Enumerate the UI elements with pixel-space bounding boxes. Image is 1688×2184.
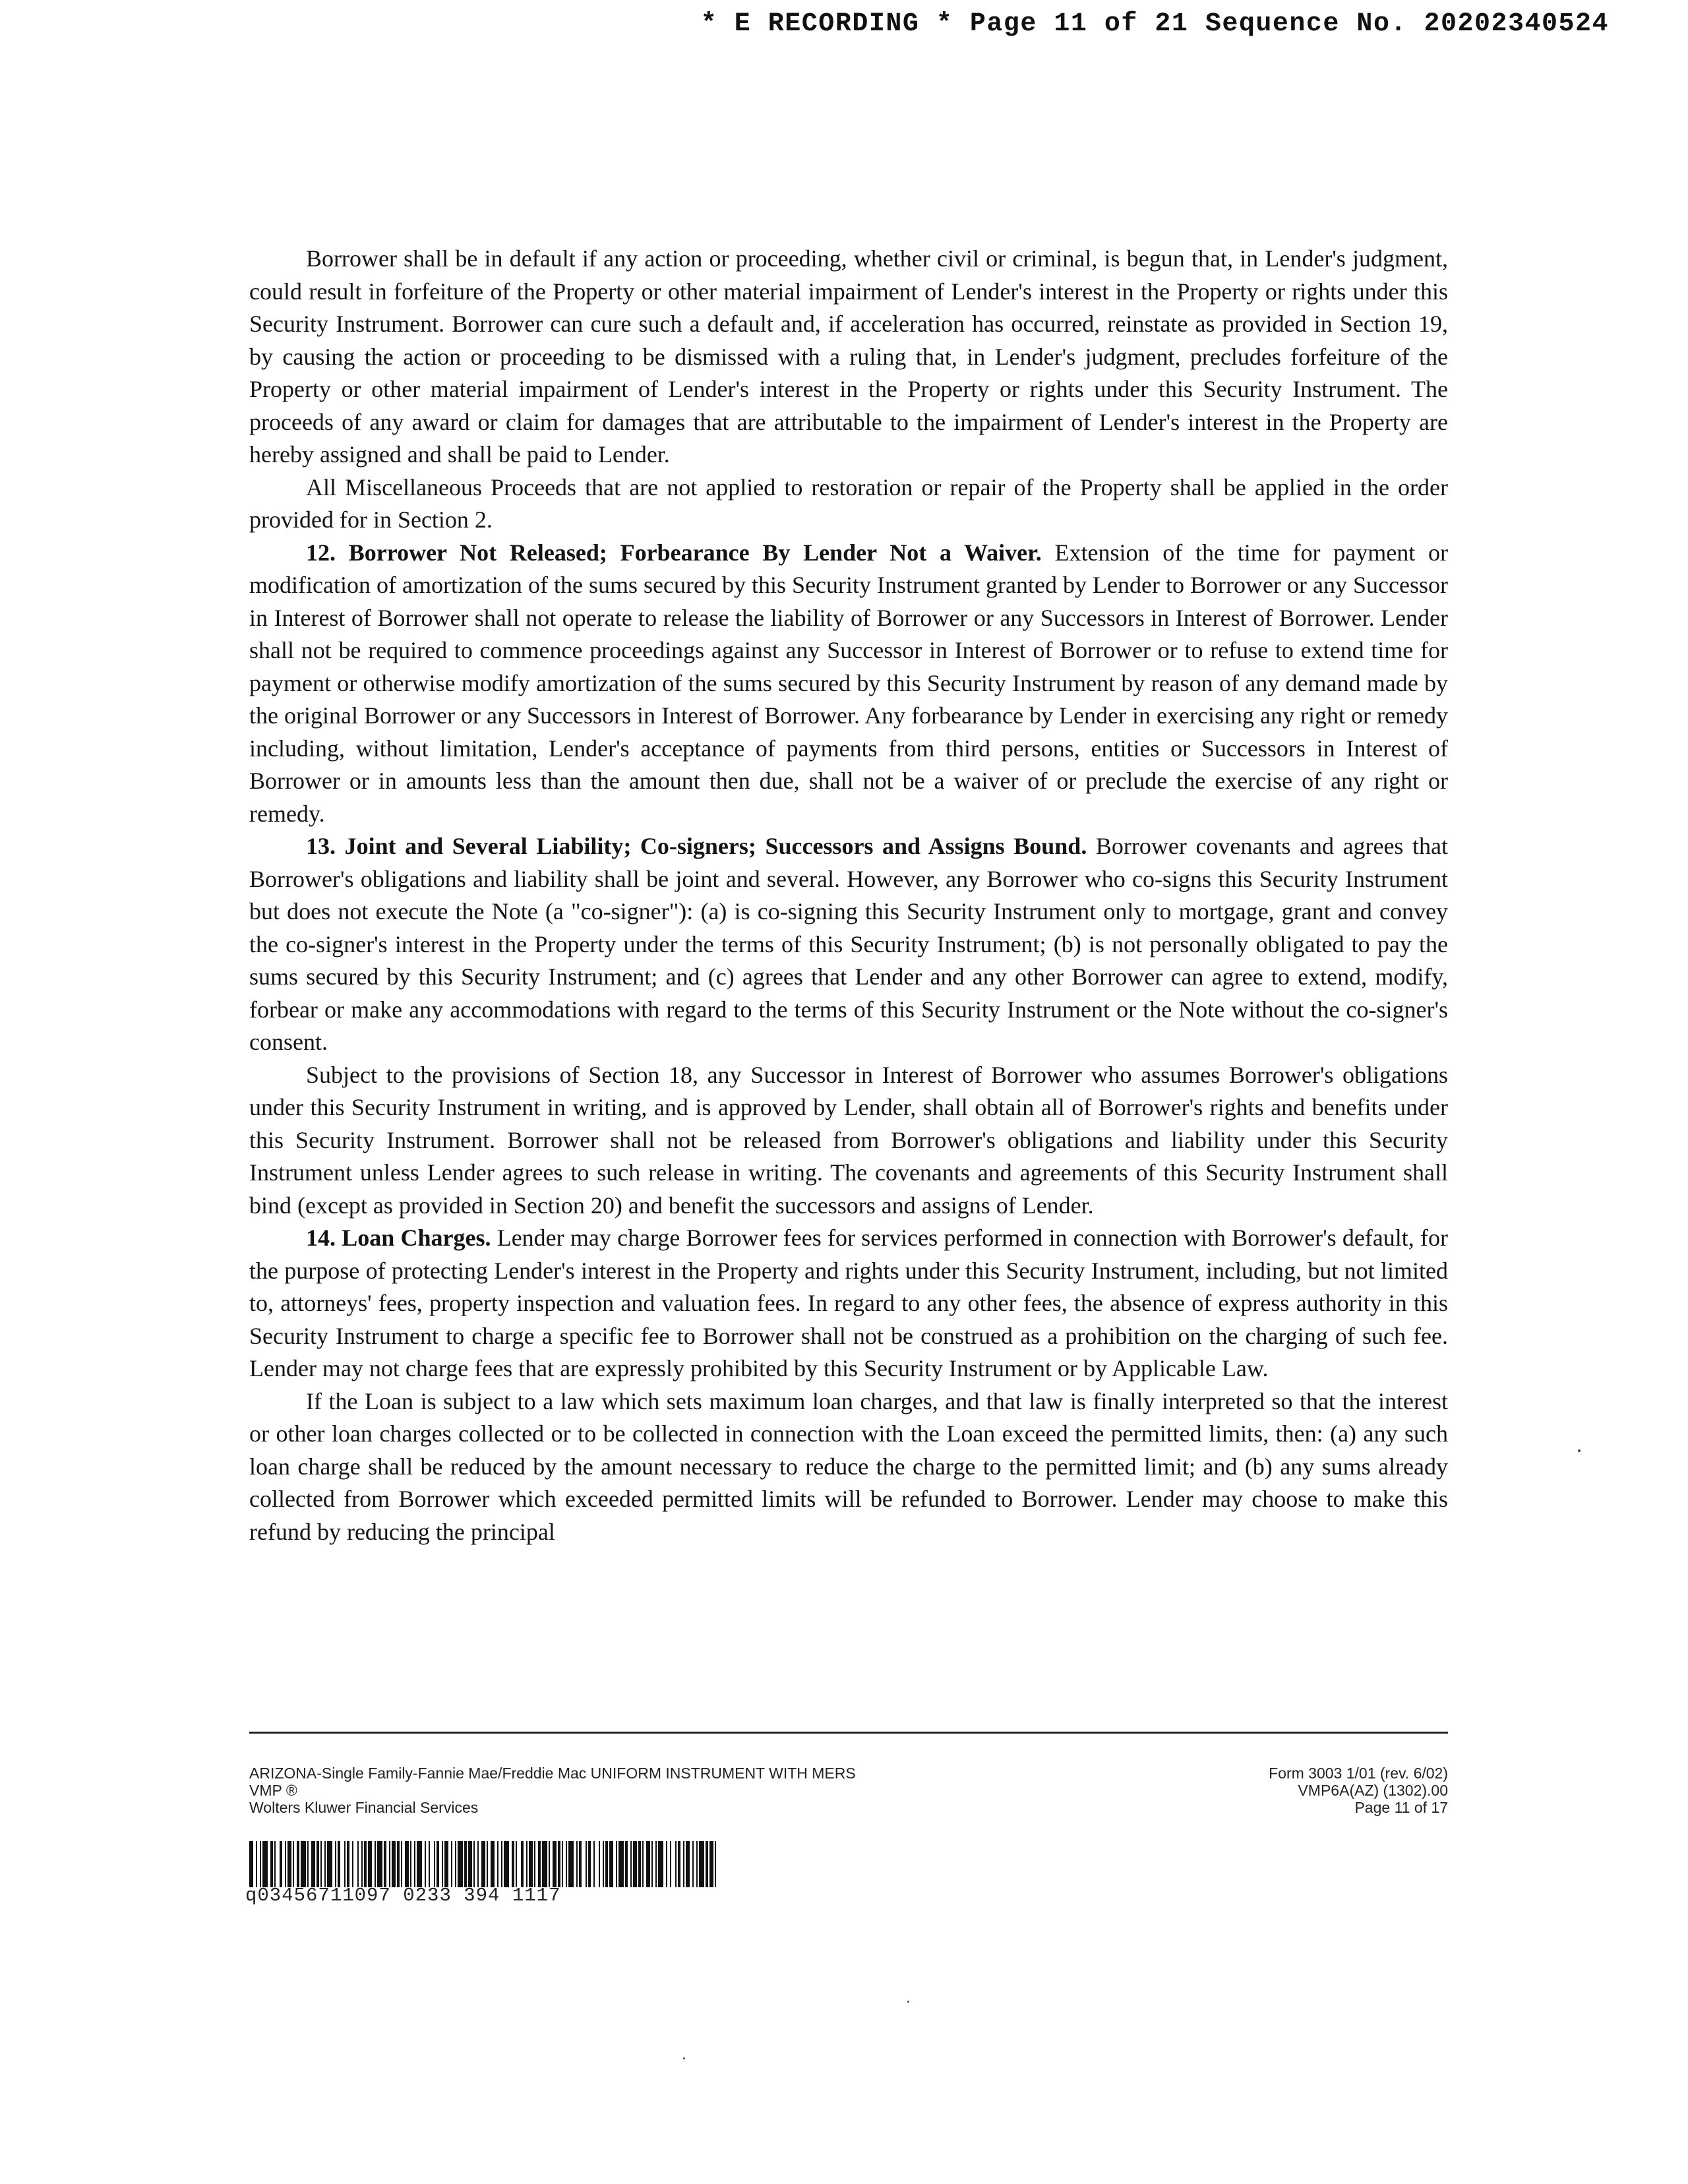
scan-speck bbox=[907, 2001, 909, 2003]
scan-speck bbox=[683, 2057, 685, 2059]
section-12 bbox=[249, 537, 1448, 831]
paragraph-successors: Subject to the provisions of Section 18, any Successor in Interest of Borrower who assumes Borrower's obligations under this Security Instrument in writing, and is approved by Lender, shall obtain all of Borrower's rights and benefits under this Security Instrument. Borrower shall not be released from Borrower's obligations and liability under this Security Instrument unless Lender agrees to such release in writing. The covenants and agreements of this Security Instrument shall bind (except as provided in Section 20) and benefit the successors and assigns of Lender. bbox=[249, 1061, 1448, 1219]
footer-form-number bbox=[1269, 1765, 1448, 1816]
barcode-icon bbox=[249, 1841, 716, 1887]
paragraph-default: Borrower shall be in default if any action or proceeding, whether civil or criminal, is begun that, in Lender's judgment, could result in forfeiture of the Property or other material impairment of Lender's interest in the Property or rights under this Security Instrument. Borrower can cure such a default and, if acceleration has occurred, reinstate as provided in Section 19, by causing the action or proceeding to be dismissed with a ruling that, in Lender's judgment, precludes forfeiture of the Property or other material impairment of Lender's interest in the Property or rights under this Security Instrument. The proceeds of any award or claim for damages that are attributable to the impairment of Lender's interest in the Property are hereby assigned and shall be paid to Lender. bbox=[249, 245, 1448, 468]
footer-form-info bbox=[249, 1765, 856, 1816]
paragraph-loan-limits: If the Loan is subject to a law which sets maximum loan charges, and that law is finally interpreted so that the interest or other loan charges collected or to be collected in connection with the Loan exceed the permitted limits, then: (a) any such loan charge shall be reduced by the amount necessary to reduce the charge to the permitted limit; and (b) any sums already collected from Borrower which exceeded permitted limits will be refunded to Borrower. Lender may choose to make this refund by reducing the principal bbox=[249, 1387, 1448, 1545]
barcode-number: q03456711097 0233 394 1117 bbox=[245, 1885, 561, 1906]
footer-divider bbox=[249, 1732, 1448, 1734]
section-13-text: Borrower covenants and agrees that Borrower's obligations and liability shall be joint and several. However, any Borrower who co-signs this Security Instrument but does not execute the Note (a "co-signer"): (a) is co-signing this Security Instrument only to mortgage, grant and convey the co-signer's interest in the Property under the terms of this Security Instrument; (b) is not personally obligated to pay the sums secured by this Security Instrument; and (c) agrees that Lender and any other Borrower can agree to extend, modify, forbear or make any accommodations with regard to the terms of this Security Instrument or the Note without the co-signer's consent. bbox=[249, 833, 1449, 1055]
scan-speck bbox=[1578, 1449, 1581, 1452]
footer-page-number: Page 11 of 17 bbox=[1354, 1799, 1448, 1816]
section-13 bbox=[249, 830, 1448, 1059]
document-body bbox=[249, 243, 1448, 1548]
section-12-text: Extension of the time for payment or modification of amortization of the sums secured by this Security Instrument granted by Lender to Borrower or any Successor in Interest of Borrower shall not operate to release the liability of Borrower or any Successors in Interest of Borrower. Lender shall not be required to commence proceedings against any Successor in Interest of Borrower or to refuse to extend time for payment or otherwise modify amortization of the sums secured by this Security Instrument by reason of any demand made by the original Borrower or any Successors in Interest of Borrower. Any forbearance by Lender in exercising any right or remedy including, without limitation, Lender's acceptance of payments from third persons, entities or Successors in Interest of Borrower or in amounts less than the amount then due, shall not be a waiver of or preclude the exercise of any right or remedy. bbox=[249, 539, 1448, 827]
paragraph-misc-proceeds: All Miscellaneous Proceeds that are not applied to restoration or repair of the Property shall be applied in the order provided for in Section 2. bbox=[249, 473, 1448, 533]
recording-header: * E RECORDING * Page 11 of 21 Sequence No. 20202340524 bbox=[700, 9, 1609, 39]
section-14 bbox=[249, 1222, 1448, 1385]
footer-form-title: ARIZONA-Single Family-Fannie Mae/Freddie Mac UNIFORM INSTRUMENT WITH MERS bbox=[249, 1765, 856, 1782]
section-12-heading: 12. Borrower Not Released; Forbearance By Lender Not a Waiver. bbox=[306, 539, 1042, 566]
footer-publisher: Wolters Kluwer Financial Services bbox=[249, 1799, 479, 1816]
footer-vmp-mark: VMP ® bbox=[249, 1782, 297, 1799]
section-13-heading: 13. Joint and Several Liability; Co-signers; Successors and Assigns Bound. bbox=[306, 833, 1087, 859]
footer-vmp-code: VMP6A(AZ) (1302).00 bbox=[1298, 1782, 1448, 1799]
footer-form-id: Form 3003 1/01 (rev. 6/02) bbox=[1269, 1765, 1448, 1782]
section-14-text: Lender may charge Borrower fees for services performed in connection with Borrower's default, for the purpose of protecting Lender's interest in the Property and rights under this Security Instrument, including, but not limited to, attorneys' fees, property inspection and valuation fees. In regard to any other fees, the absence of express authority in this Security Instrument to charge a specific fee to Borrower shall not be construed as a prohibition on the charging of such fee. Lender may not charge fees that are expressly prohibited by this Security Instrument or by Applicable Law. bbox=[249, 1225, 1448, 1381]
section-14-heading: 14. Loan Charges. bbox=[306, 1225, 491, 1251]
